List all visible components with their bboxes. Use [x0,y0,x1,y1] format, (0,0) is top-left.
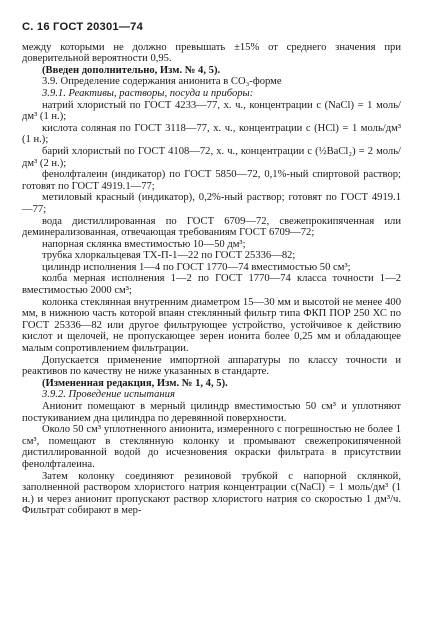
paragraph: метиловый красный (индикатор), 0,2%-ный раствор; готовят по ГОСТ 4919.1—77; [22,192,401,215]
paragraph: кислота соляная по ГОСТ 3118—77, х. ч., концентрации c (HCl) = 1 моль/дм³ (1 н.); [22,122,401,146]
paragraph: напорная склянка вместимостью 10—50 дм³; [42,238,246,250]
paragraph: барий хлористый по ГОСТ 4108—72, х. ч., концентрации c (½BaCl₂) = 2 моль/дм³ (2 н.); [22,145,401,169]
paragraph: между которыми не должно превышать ±15% от среднего значения при доверительной вероятности 0,95. [22,41,401,65]
paragraph: колба мерная исполнения 1—2 по ГОСТ 1770—74 класса точности 1—2 вместимостью 2000 см³; [22,273,401,297]
paragraph: (Измененная редакция, Изм. № 1, 4, 5). [42,377,228,389]
paragraph: 3.9. Определение содержания анионита в CO₃-форме [42,76,282,88]
page-header: С. 16 ГОСТ 20301—74 [22,21,144,33]
paragraph: фенолфталеин (индикатор) по ГОСТ 5850—72, 0,1%-ный спиртовой раствор; готовят по ГОСТ 4919.1—77; [22,169,401,192]
paragraph: (Введен дополнительно, Изм. № 4, 5). [42,64,221,76]
paragraph: вода дистиллированная по ГОСТ 6709—72, свежепрокипяченная или деминерализованная, отвечающая требованиям ГОСТ 6709—72; [22,215,401,239]
paragraph: Допускается применение импортной аппаратуры по классу точности и реактивов по качеству не ниже указанных в стандарте. [22,354,401,378]
paragraph: колонка стеклянная внутренним диаметром 15—30 мм и высотой не менее 400 мм, в нижнюю часть которой впаян стеклянный фильтр типа ФКП ПОР 250 ХС по ГОСТ 25336—82 или другое фильтрующее устройство, устойчивое к действию кислот и щелочей, не пропускающее зерен ионита более 0,25 мм и обладающее малым сопротивлением фильтрации. [22,296,401,355]
paragraph: 3.9.2. Проведение испытания [42,389,175,401]
paragraph: 3.9.1. Реактивы, растворы, посуда и приборы: [42,87,254,99]
paragraph: Около 50 см³ уплотненного анионита, измеренного с погрешностью не более 1 см³, помещают в стеклянную колонку и промывают свежепрокипяченной дистиллированной водой до исчезновения окраски фильтрата в присутствии фенолфталеина. [22,424,401,470]
paragraph: Затем колонку соединяют резиновой трубкой с напорной склянкой, заполненной раствором хлористого натрия концентрации c(NaCl) = 1 моль/дм³ (1 н.) и через анионит пропускают раствор хлористого натрия со скоростью 1 дм³/ч. Фильтрат собирают в мер- [22,470,401,517]
document-body [22,42,401,517]
paragraph: Анионит помещают в мерный цилиндр вместимостью 50 см³ и уплотняют постукиванием дна цилиндра по деревянной поверхности. [22,401,401,424]
paragraph: цилиндр исполнения 1—4 по ГОСТ 1770—74 вместимостью 50 см³; [42,261,351,273]
paragraph: натрий хлористый по ГОСТ 4233—77, х. ч., концентрации c (NaCl) = 1 моль/дм³ (1 н.); [22,99,401,123]
paragraph: трубка хлоркальцевая ТХ-П-1—22 по ГОСТ 25336—82; [42,250,296,262]
